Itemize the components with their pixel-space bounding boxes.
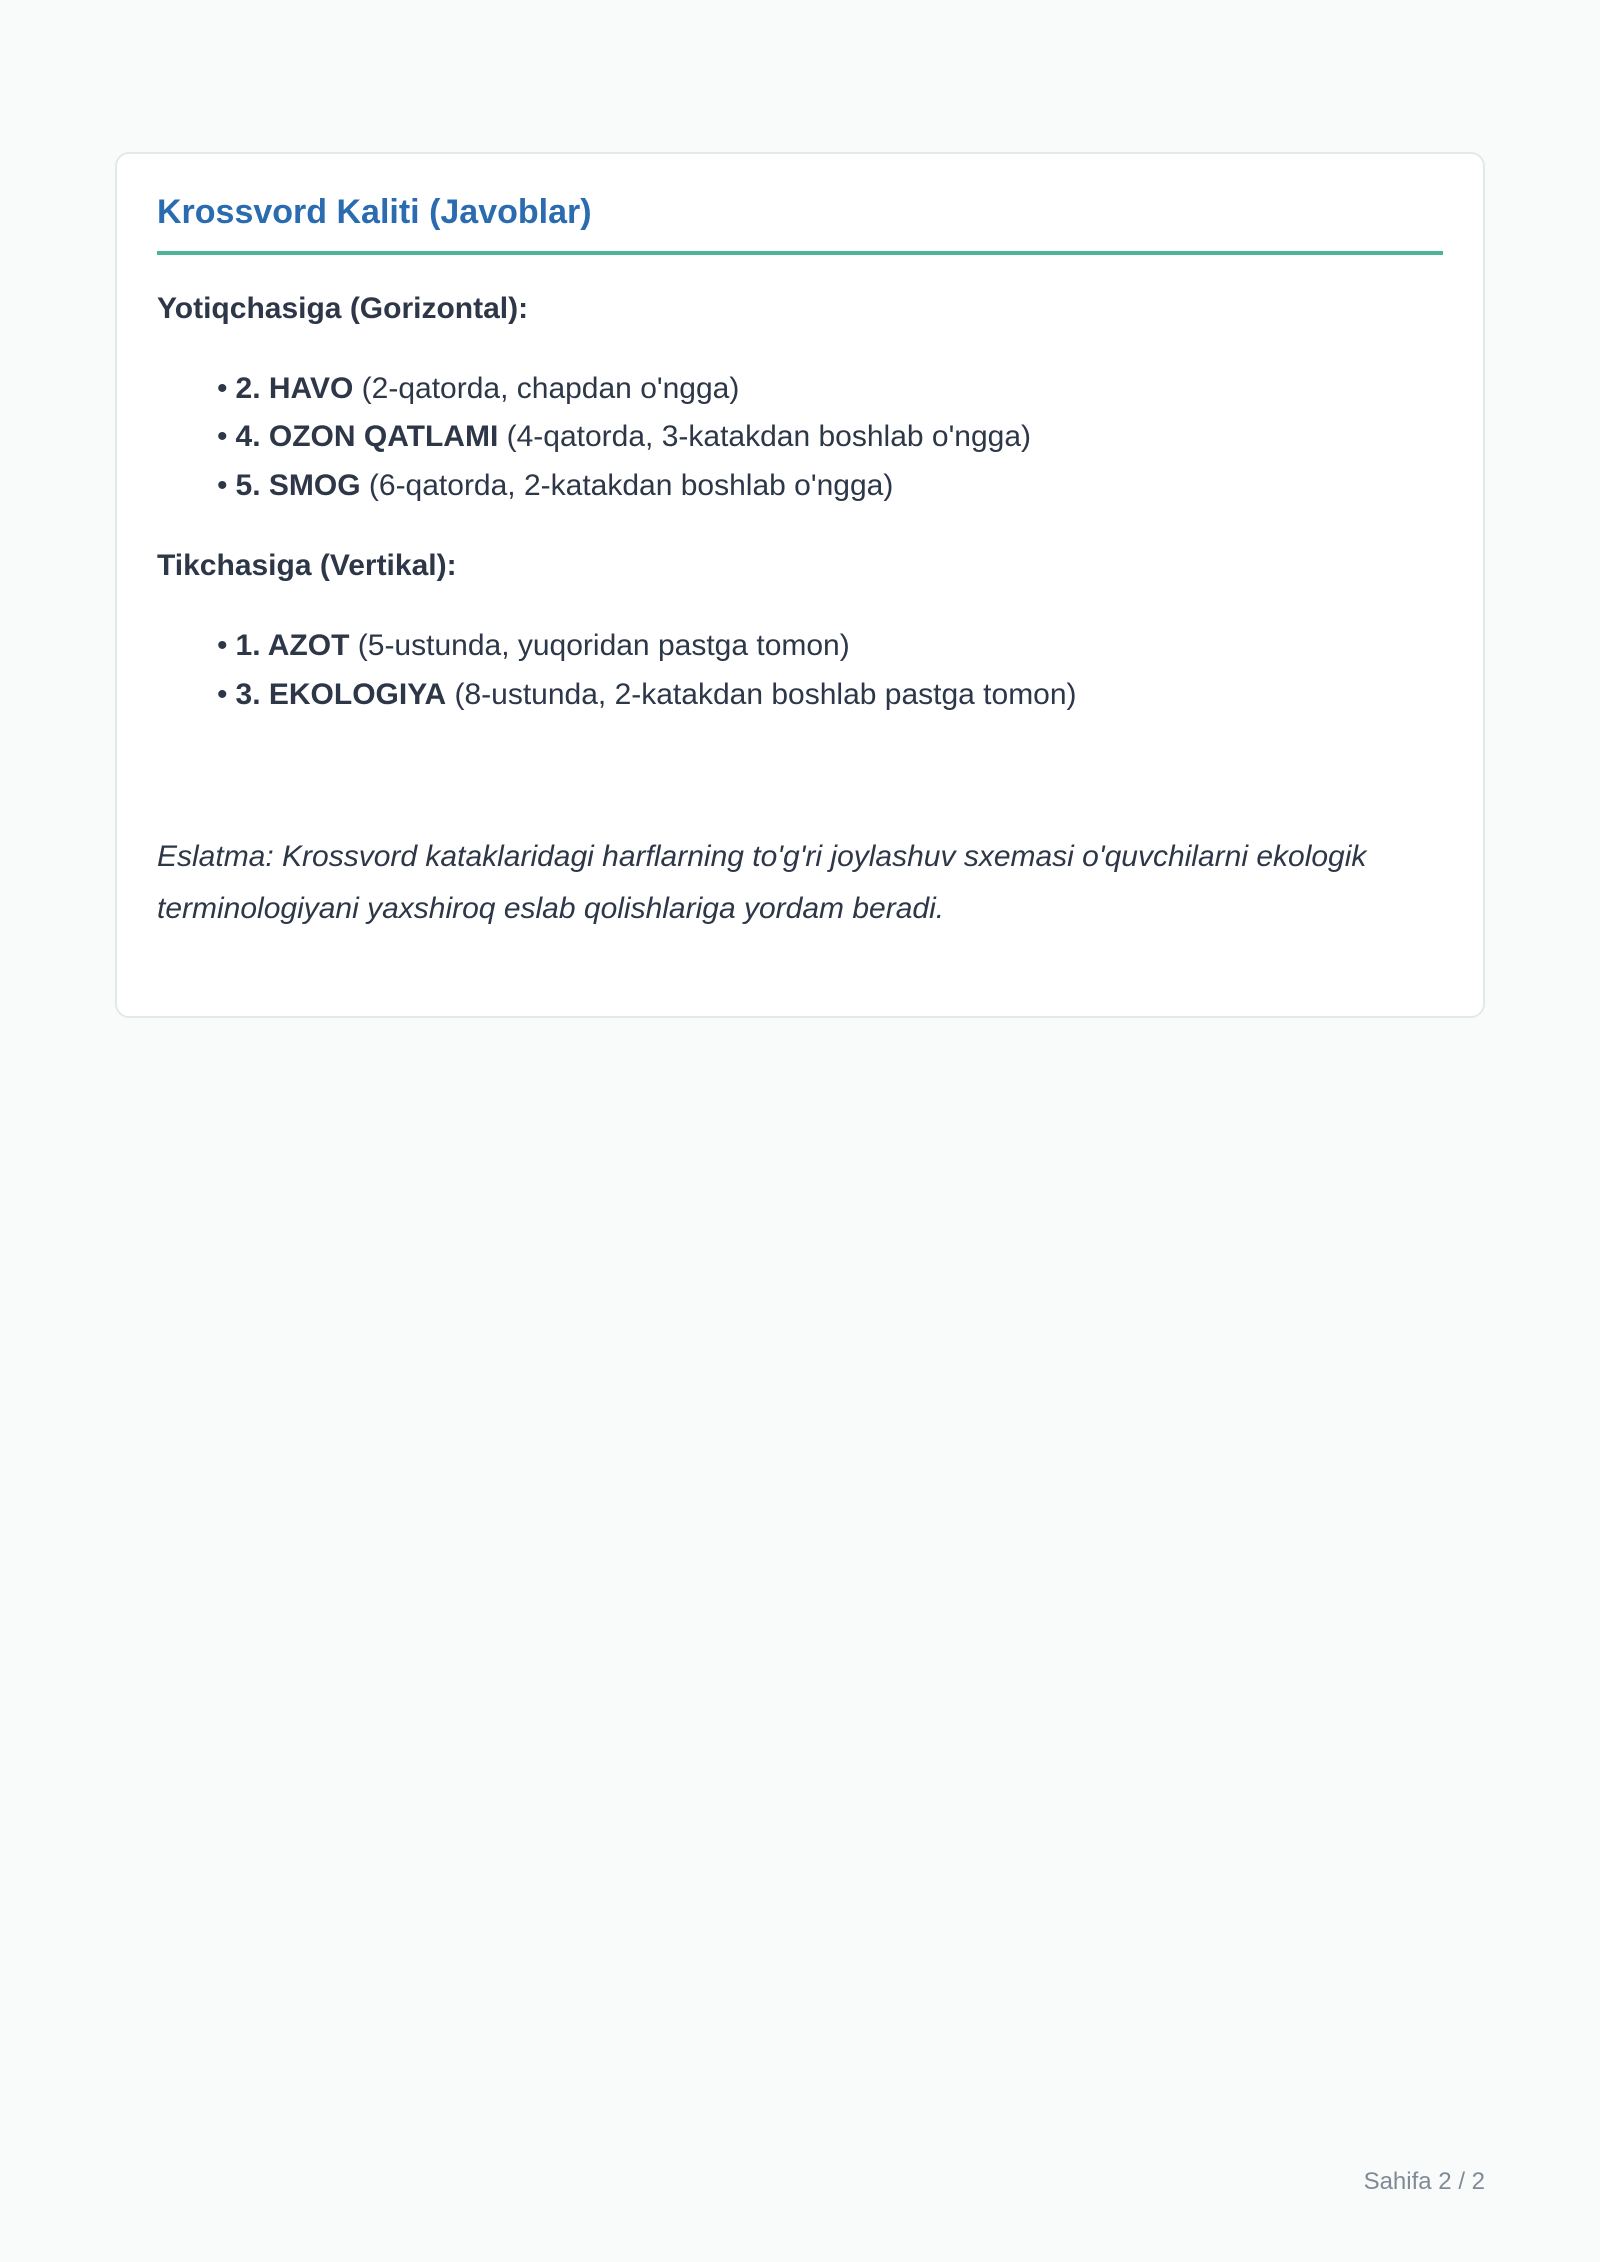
answer-word: 3. EKOLOGIYA — [235, 677, 447, 711]
list-item — [217, 671, 1443, 720]
answer-word: 2. HAVO — [235, 371, 354, 405]
bullet-icon: • — [217, 629, 228, 663]
answer-detail: (8-ustunda, 2-katakdan boshlab pastga tomon) — [454, 677, 1077, 711]
bullet-icon: • — [217, 371, 228, 405]
vertical-answer-list — [157, 622, 1443, 719]
answer-key-card — [115, 152, 1485, 1018]
answer-word: 1. AZOT — [235, 629, 350, 663]
list-item — [217, 413, 1443, 462]
bullet-icon: • — [217, 468, 228, 502]
answer-detail: (5-ustunda, yuqoridan pastga tomon) — [357, 629, 850, 663]
answer-detail: (4-qatorda, 3-katakdan boshlab o'ngga) — [506, 420, 1032, 454]
list-item — [217, 622, 1443, 671]
vertical-heading: Tikchasiga (Vertikal): — [157, 549, 457, 583]
bullet-icon: • — [217, 420, 228, 454]
bullet-icon: • — [217, 677, 228, 711]
page-number: Sahifa 2 / 2 — [1363, 2168, 1485, 2195]
answer-word: 5. SMOG — [235, 468, 361, 502]
answer-word: 4. OZON QATLAMI — [235, 420, 499, 454]
note-text: Eslatma: Krossvord kataklaridagi harflarning to'g'ri joylashuv sxemasi o'quvchilarni ekologik terminologiyani yaxshiroq eslab qolishlariga yordam beradi. — [157, 840, 1367, 926]
list-item — [217, 365, 1443, 414]
answer-detail: (2-qatorda, chapdan o'ngga) — [361, 371, 740, 405]
answer-detail: (6-qatorda, 2-katakdan boshlab o'ngga) — [368, 468, 894, 502]
horizontal-answer-list — [157, 365, 1443, 511]
horizontal-heading: Yotiqchasiga (Gorizontal): — [157, 291, 529, 325]
card-title: Krossvord Kaliti (Javoblar) — [157, 192, 1443, 255]
list-item — [217, 462, 1443, 511]
